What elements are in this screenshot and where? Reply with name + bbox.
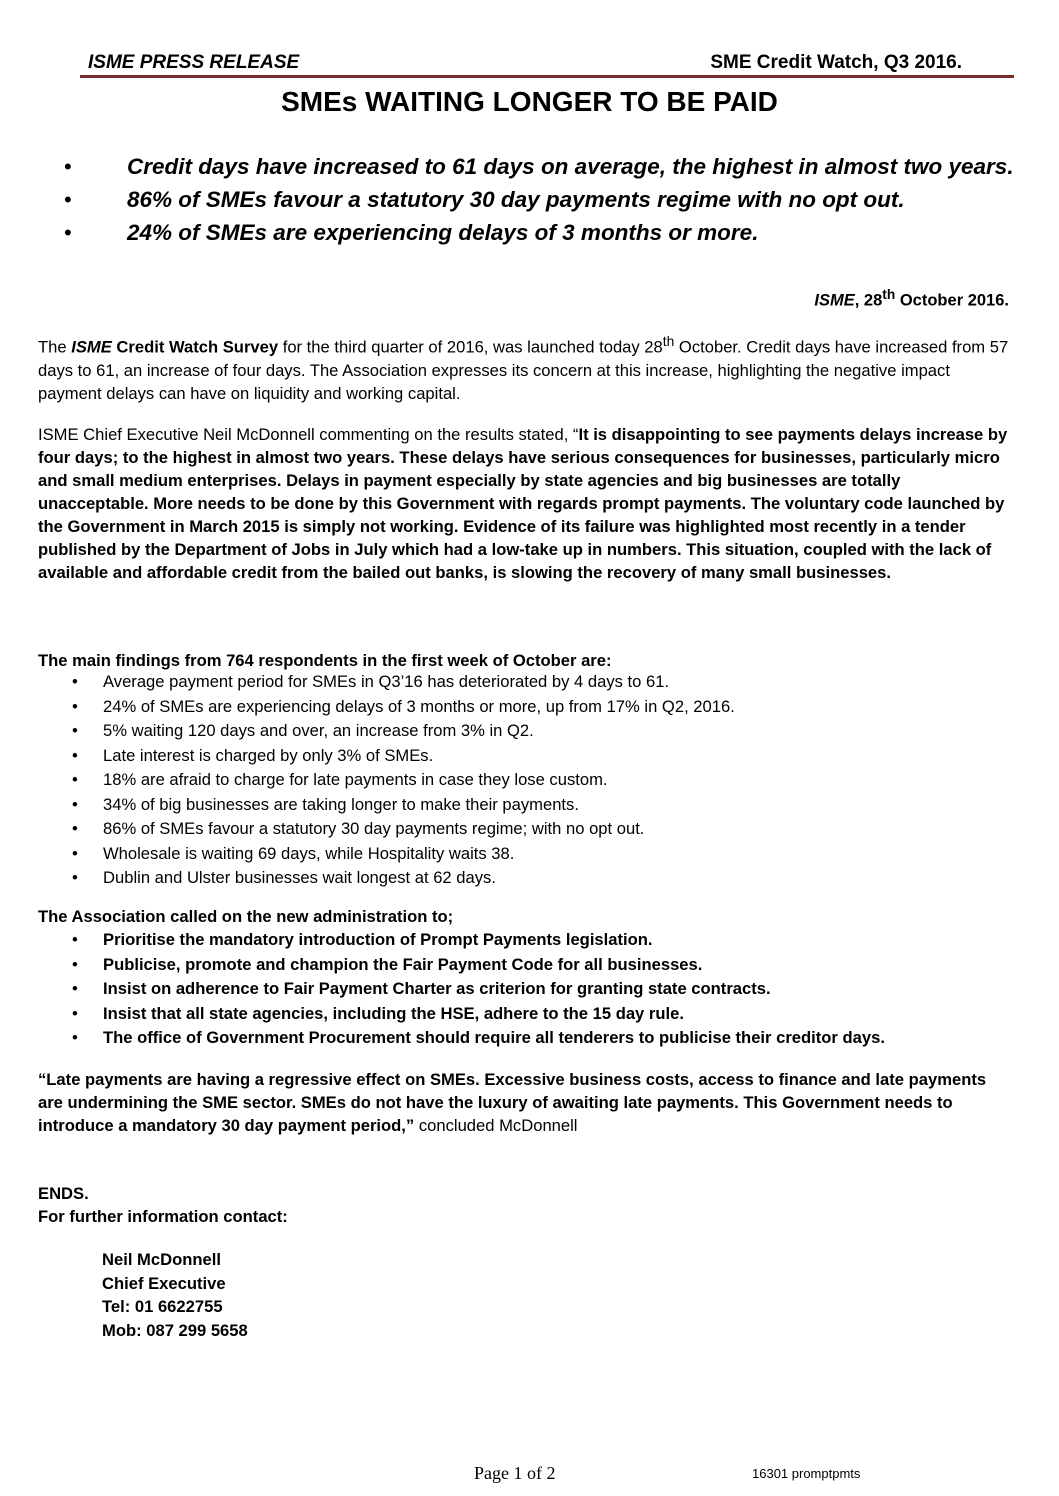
highlight-item: • 86% of SMEs favour a statutory 30 day payments regime with no opt out. (60, 183, 1020, 216)
quote-lead: ISME Chief Executive Neil McDonnell commenting on the results stated, “ (38, 425, 579, 444)
highlights-list (60, 150, 1020, 249)
finding-item: • 24% of SMEs are experiencing delays of 3 months or more, up from 17% in Q2, 2016. (60, 695, 1020, 720)
contact-mob: Mob: 087 299 5658 (102, 1320, 248, 1340)
findings-heading: The main findings from 764 respondents in the first week of October are: (38, 651, 612, 670)
intro-isme: ISME (71, 337, 112, 357)
page-number: Page 1 of 2 (474, 1463, 556, 1483)
finding-item: • 86% of SMEs favour a statutory 30 day payments regime; with no opt out. (60, 817, 1020, 842)
dateline-day: , 28 (854, 291, 883, 310)
action-item: • Insist that all state agencies, including the HSE, adhere to the 15 day rule. (60, 1002, 1020, 1027)
dateline (814, 287, 1009, 311)
contact-role: Chief Executive (102, 1273, 226, 1293)
header-bar (80, 52, 1014, 72)
release-subject: SME Credit Watch, Q3 2016. (710, 52, 962, 73)
intro-text: for the third quarter of 2016, was launched today 28 (278, 337, 663, 357)
ends-marker: ENDS. (38, 1184, 89, 1203)
dateline-rest: October 2016. (895, 291, 1009, 310)
header-rule (80, 75, 1014, 78)
intro-survey: Credit Watch Survey (111, 337, 279, 357)
finding-item: • Wholesale is waiting 69 days, while Hospitality waits 38. (60, 842, 1020, 867)
findings-list (60, 670, 1020, 891)
action-item: • Insist on adherence to Fair Payment Charter as criterion for granting state contracts. (60, 977, 1020, 1002)
contact-heading: For further information contact: (38, 1207, 288, 1226)
intro-text: The (38, 337, 72, 357)
action-item: • Publicise, promote and champion the Fair Payment Code for all businesses. (60, 953, 1020, 978)
quote-body: It is disappointing to see payments delays increase by four days; to the highest in almost two years. These delays have serious consequences for businesses, particularly micro and small medium enterprises. Delays in payment especially by state agencies and big businesses are totally unacceptable. More needs to be done by this Government with regards prompt payments. The voluntary code launched by the Government in March 2015 is simply not working. Evidence of its failure was highlighted most recently in a tender published by the Department of Jobs in July which had a low-take up in numbers. This situation, coupled with the lack of available and affordable credit from the bailed out banks, is slowing the recovery of many small businesses. (38, 425, 1008, 582)
action-item: • Prioritise the mandatory introduction of Prompt Payments legislation. (60, 928, 1020, 953)
intro-sup: th (662, 333, 675, 349)
contact-name: Neil McDonnell (102, 1250, 221, 1269)
highlight-item: • Credit days have increased to 61 days on average, the highest in almost two years. (60, 150, 1020, 183)
intro-paragraph (38, 330, 1013, 405)
contact-block (102, 1248, 248, 1342)
ceo-quote-paragraph (38, 423, 1013, 584)
finding-item: • 18% are afraid to charge for late payments in case they lose custom. (60, 768, 1020, 793)
intro-text: October. Credit days have increased from 57 days to 61, an increase of four days. The Association expresses its concern at this increase, highlighting the negative impact payment delays can have on liquidity and working capital. (38, 337, 1009, 403)
dateline-sup: th (882, 287, 896, 302)
dateline-org: ISME (814, 291, 855, 310)
highlight-item: • 24% of SMEs are experiencing delays of 3 months or more. (60, 216, 1020, 249)
closing-quote-paragraph (38, 1068, 1013, 1137)
finding-item: • Average payment period for SMEs in Q3’16 has deteriorated by 4 days to 61. (60, 670, 1020, 695)
press-release-label: ISME PRESS RELEASE (88, 52, 300, 73)
actions-list (60, 928, 1020, 1051)
document-reference: 16301 promptpmts (752, 1466, 861, 1481)
closing-attribution: concluded McDonnell (414, 1116, 578, 1135)
finding-item: • Dublin and Ulster businesses wait longest at 62 days. (60, 866, 1020, 891)
actions-heading: The Association called on the new administration to; (38, 907, 454, 926)
page-title: SMEs WAITING LONGER TO BE PAID (281, 86, 778, 117)
contact-tel: Tel: 01 6622755 (102, 1297, 223, 1316)
closing-quote: “Late payments are having a regressive effect on SMEs. Excessive business costs, access to finance and late payments are undermining the SME sector. SMEs do not have the luxury of awaiting late payments. This Government needs to introduce a mandatory 30 day payment period,” (38, 1070, 987, 1135)
finding-item: • 34% of big businesses are taking longer to make their payments. (60, 793, 1020, 818)
finding-item: • 5% waiting 120 days and over, an increase from 3% in Q2. (60, 719, 1020, 744)
finding-item: • Late interest is charged by only 3% of SMEs. (60, 744, 1020, 769)
action-item: • The office of Government Procurement should require all tenderers to publicise their creditor days. (60, 1026, 1020, 1051)
